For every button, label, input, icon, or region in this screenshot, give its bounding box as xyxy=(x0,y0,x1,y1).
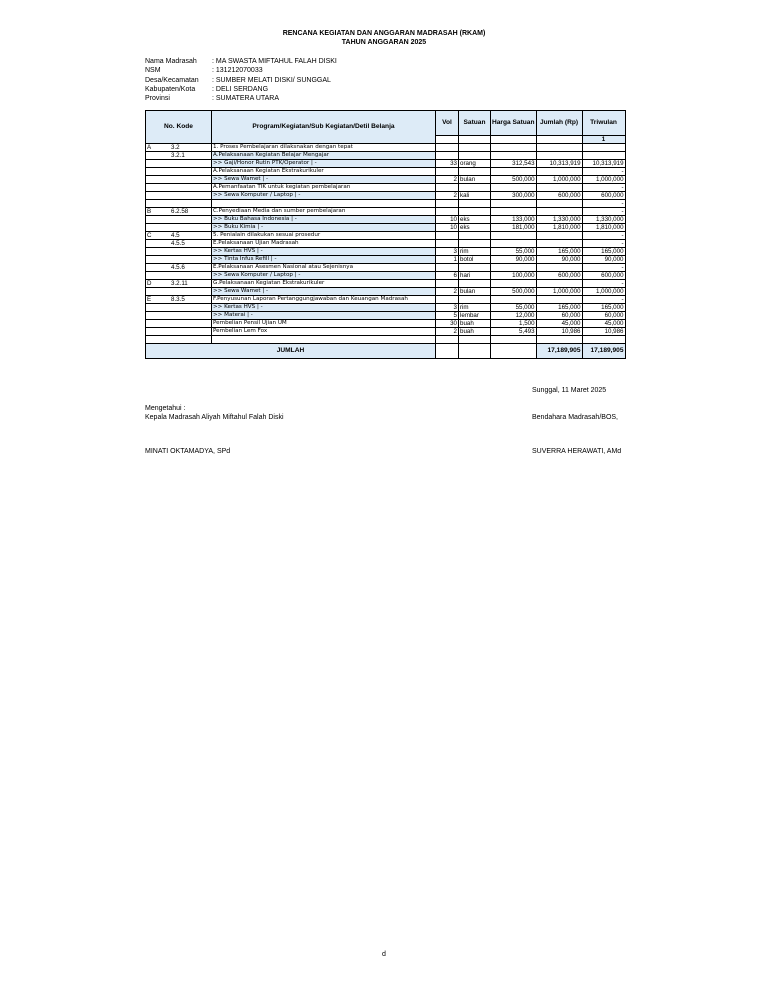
kode-number: 3.2.11 xyxy=(171,280,188,287)
cell-satuan: bulan xyxy=(459,176,491,184)
cell-triwulan: 45,000 xyxy=(582,320,625,328)
cell-kode xyxy=(146,272,212,280)
cell-harga: 100,000 xyxy=(491,272,537,280)
table-row xyxy=(146,280,626,288)
cell-harga: 181,000 xyxy=(491,224,537,232)
cell-harga xyxy=(491,240,537,248)
kode-number: 8.3.5 xyxy=(171,296,185,303)
cell-satuan: eks xyxy=(459,224,491,232)
cell-vol: 10 xyxy=(436,224,459,232)
cell-satuan xyxy=(459,152,491,160)
mengetahui-label: Mengetahui : xyxy=(145,405,186,412)
cell-triwulan: 1,810,000 xyxy=(582,224,625,232)
cell-kode xyxy=(146,144,212,152)
cell-triwulan: - xyxy=(582,168,625,176)
table-row xyxy=(146,160,626,168)
info-label: Provinsi xyxy=(145,95,170,103)
cell-jumlah xyxy=(536,296,582,304)
cell-harga xyxy=(491,144,537,152)
cell-kode xyxy=(146,264,212,272)
cell-triwulan: - xyxy=(582,240,625,248)
cell-kode xyxy=(146,320,212,328)
place-date: Sunggal, 11 Maret 2025 xyxy=(532,387,607,394)
cell-satuan: eks xyxy=(459,216,491,224)
cell-jumlah xyxy=(536,336,582,344)
cell-harga xyxy=(491,232,537,240)
cell-program: >> Gaji/Honor Rutin PTK/Operator | - xyxy=(212,160,436,168)
table-row xyxy=(146,328,626,336)
cell-satuan: rim xyxy=(459,304,491,312)
cell-satuan: buah xyxy=(459,328,491,336)
cell-jumlah xyxy=(536,184,582,192)
cell-vol xyxy=(436,336,459,344)
kode-letter: D xyxy=(147,280,152,287)
kode-letter: C xyxy=(147,232,152,239)
cell-jumlah: 165,000 xyxy=(536,304,582,312)
header-triwulan-1: 1 xyxy=(582,136,625,144)
cell-triwulan: 1,330,000 xyxy=(582,216,625,224)
cell-jumlah xyxy=(536,264,582,272)
cell-kode xyxy=(146,312,212,320)
cell-satuan xyxy=(459,208,491,216)
cell-program: C.Penyediaan Media dan sumber pembelajaran xyxy=(212,208,436,216)
cell-satuan xyxy=(459,336,491,344)
header-jumlah: Jumlah (Rp) xyxy=(536,111,582,136)
table-row xyxy=(146,208,626,216)
kode-number: 4.5.5 xyxy=(171,240,185,247)
cell-program: Pembelian Lem Fox xyxy=(212,328,436,336)
cell-triwulan: 10,986 xyxy=(582,328,625,336)
info-row xyxy=(145,76,337,85)
table-row xyxy=(146,216,626,224)
header-harga-satuan: Harga Satuan xyxy=(491,111,537,136)
info-label: NSM xyxy=(145,67,161,75)
school-info xyxy=(145,57,337,103)
cell-harga: 300,000 xyxy=(491,192,537,200)
cell-jumlah: 1,330,000 xyxy=(536,216,582,224)
cell-jumlah: 10,313,919 xyxy=(536,160,582,168)
cell-program: E.Pelaksanaan Asesmen Nasional atau Sejenisnya xyxy=(212,264,436,272)
table-row xyxy=(146,320,626,328)
cell-jumlah: 60,000 xyxy=(536,312,582,320)
cell-program: A.Pelaksanaan Kegiatan Ekstrakurikuler xyxy=(212,168,436,176)
cell-jumlah: 1,000,000 xyxy=(536,288,582,296)
cell-harga: 1,500 xyxy=(491,320,537,328)
cell-program: E.Pelaksanaan Ujian Madrasah xyxy=(212,240,436,248)
cell-jumlah: 90,000 xyxy=(536,256,582,264)
table-row xyxy=(146,200,626,208)
cell-triwulan: 600,000 xyxy=(582,192,625,200)
table-row xyxy=(146,152,626,160)
cell-program: >> Sewa Komputer / Laptop | - xyxy=(212,192,436,200)
cell-kode xyxy=(146,208,212,216)
cell-vol xyxy=(436,184,459,192)
cell-triwulan: 600,000 xyxy=(582,272,625,280)
header-vol: Vol xyxy=(436,111,459,136)
cell-kode xyxy=(146,176,212,184)
table-row xyxy=(146,272,626,280)
kode-letter xyxy=(147,240,171,247)
cell-jumlah: 600,000 xyxy=(536,272,582,280)
document-subtitle: TAHUN ANGGARAN 2025 xyxy=(341,39,427,46)
cell-vol: 2 xyxy=(436,176,459,184)
cell-vol: 5 xyxy=(436,312,459,320)
cell-triwulan: - xyxy=(582,264,625,272)
cell-harga: 500,000 xyxy=(491,176,537,184)
cell-harga: 12,000 xyxy=(491,312,537,320)
cell-harga: 500,000 xyxy=(491,288,537,296)
header-triwulan: Triwulan xyxy=(582,111,625,136)
cell-kode xyxy=(146,304,212,312)
cell-satuan xyxy=(459,232,491,240)
cell-harga xyxy=(491,280,537,288)
cell-program: >> Kertas HVS | - xyxy=(212,304,436,312)
cell-vol xyxy=(436,144,459,152)
cell-program: >> Sewa Wamet | - xyxy=(212,176,436,184)
cell-jumlah xyxy=(536,152,582,160)
table-row xyxy=(146,256,626,264)
cell-kode xyxy=(146,224,212,232)
cell-program: G.Pelaksanaan Kegiatan Ekstrakurikuler xyxy=(212,280,436,288)
cell-program: 5. Penialain dilakukan sesuai prosedur xyxy=(212,232,436,240)
headmaster-name: MINATI OKTAMADYA, SPd xyxy=(145,448,231,455)
cell-kode xyxy=(146,240,212,248)
cell-kode xyxy=(146,192,212,200)
info-row xyxy=(145,66,337,75)
cell-vol: 2 xyxy=(436,192,459,200)
cell-harga xyxy=(491,184,537,192)
cell-triwulan: - xyxy=(582,184,625,192)
cell-satuan: kali xyxy=(459,192,491,200)
cell-jumlah: 165,000 xyxy=(536,248,582,256)
cell-harga xyxy=(491,296,537,304)
cell-vol: 6 xyxy=(436,272,459,280)
cell-vol: 10 xyxy=(436,216,459,224)
kode-letter: E xyxy=(147,296,152,303)
cell-jumlah: 45,000 xyxy=(536,320,582,328)
cell-satuan xyxy=(459,264,491,272)
cell-kode xyxy=(146,152,212,160)
cell-jumlah xyxy=(536,232,582,240)
treasurer-name: SUVERRA HERAWATI, AMd xyxy=(532,448,622,455)
treasurer-role: Bendahara Madrasah/BOS, xyxy=(532,414,618,421)
cell-harga xyxy=(491,336,537,344)
cell-satuan: hari xyxy=(459,272,491,280)
cell-vol xyxy=(436,152,459,160)
cell-harga: 133,000 xyxy=(491,216,537,224)
kode-letter xyxy=(147,264,171,271)
info-value: : SUMBER MELATI DISKI/ SUNGGAL xyxy=(212,76,331,84)
table-row xyxy=(146,296,626,304)
header-satuan: Satuan xyxy=(459,111,491,136)
total-label: JUMLAH xyxy=(146,344,436,359)
cell-triwulan: 1,000,000 xyxy=(582,288,625,296)
total-jumlah: 17,189,905 xyxy=(536,344,582,359)
cell-vol: 2 xyxy=(436,288,459,296)
cell-vol xyxy=(436,240,459,248)
table-row xyxy=(146,232,626,240)
cell-satuan: lembar xyxy=(459,312,491,320)
cell-satuan: buah xyxy=(459,320,491,328)
cell-triwulan: - xyxy=(582,280,625,288)
cell-vol: 3 xyxy=(436,248,459,256)
cell-vol xyxy=(436,296,459,304)
cell-jumlah xyxy=(536,168,582,176)
cell-program: >> Tinta Infus Refill | - xyxy=(212,256,436,264)
cell-harga xyxy=(491,152,537,160)
cell-vol: 1 xyxy=(436,256,459,264)
cell-kode xyxy=(146,256,212,264)
cell-triwulan: 165,000 xyxy=(582,304,625,312)
table-row xyxy=(146,240,626,248)
cell-satuan: rim xyxy=(459,248,491,256)
cell-satuan xyxy=(459,280,491,288)
cell-satuan xyxy=(459,296,491,304)
info-label: Nama Madrasah xyxy=(145,58,197,65)
info-value: : MA SWASTA MIFTAHUL FALAH DISKI xyxy=(212,58,337,65)
cell-program: A.Pelaksanaan Kegiatan Belajar Mengajar xyxy=(212,152,436,160)
table-row xyxy=(146,176,626,184)
cell-kode xyxy=(146,168,212,176)
cell-triwulan: - xyxy=(582,232,625,240)
cell-triwulan: - xyxy=(582,200,625,208)
cell-jumlah: 1,000,000 xyxy=(536,176,582,184)
cell-program: F.Penyusunan Laporan Pertanggungjawaban dan Keuangan Madrasah xyxy=(212,296,436,304)
cell-vol xyxy=(436,232,459,240)
cell-program: >> Buku Bahasa Indonesia | - xyxy=(212,216,436,224)
cell-program: A.Pemanfaatan TIK untuk kegiatan pembelajaran xyxy=(212,184,436,192)
cell-jumlah xyxy=(536,144,582,152)
cell-harga: 55,000 xyxy=(491,248,537,256)
cell-vol: 2 xyxy=(436,328,459,336)
cell-kode xyxy=(146,288,212,296)
cell-kode xyxy=(146,328,212,336)
cell-kode xyxy=(146,200,212,208)
kode-number: 3.2 xyxy=(171,144,180,151)
info-row xyxy=(145,85,337,94)
table-row xyxy=(146,336,626,344)
cell-jumlah xyxy=(536,240,582,248)
cell-satuan: botol xyxy=(459,256,491,264)
table-row xyxy=(146,224,626,232)
cell-harga xyxy=(491,208,537,216)
kode-letter: A xyxy=(147,144,152,151)
kode-number: 4.5.6 xyxy=(171,264,185,271)
cell-jumlah: 600,000 xyxy=(536,192,582,200)
cell-harga: 312,543 xyxy=(491,160,537,168)
cell-jumlah xyxy=(536,200,582,208)
document-title: RENCANA KEGIATAN DAN ANGGARAN MADRASAH (RKAM) xyxy=(282,30,486,37)
cell-triwulan: - xyxy=(582,208,625,216)
table-row xyxy=(146,264,626,272)
cell-vol: 33 xyxy=(436,160,459,168)
cell-program: >> Sewa Komputer / Laptop | - xyxy=(212,272,436,280)
cell-triwulan: 60,000 xyxy=(582,312,625,320)
cell-program xyxy=(212,336,436,344)
cell-vol xyxy=(436,208,459,216)
cell-vol xyxy=(436,200,459,208)
table-row xyxy=(146,312,626,320)
cell-kode xyxy=(146,248,212,256)
cell-harga xyxy=(491,264,537,272)
cell-triwulan: - xyxy=(582,296,625,304)
cell-satuan xyxy=(459,168,491,176)
cell-vol xyxy=(436,168,459,176)
header-no-kode: No. Kode xyxy=(146,111,212,144)
cell-triwulan xyxy=(582,336,625,344)
cell-program: >> Sewa Wamet | - xyxy=(212,288,436,296)
cell-kode xyxy=(146,296,212,304)
cell-kode xyxy=(146,232,212,240)
cell-harga xyxy=(491,168,537,176)
cell-satuan xyxy=(459,200,491,208)
cell-triwulan xyxy=(582,152,625,160)
cell-triwulan: 10,313,919 xyxy=(582,160,625,168)
page-number: d xyxy=(382,951,386,958)
info-row xyxy=(145,57,337,66)
cell-satuan: bulan xyxy=(459,288,491,296)
cell-satuan xyxy=(459,184,491,192)
cell-triwulan: 165,000 xyxy=(582,248,625,256)
table-row xyxy=(146,168,626,176)
kode-number: 4.5 xyxy=(171,232,180,239)
budget-table xyxy=(145,110,626,359)
cell-program: >> Buku Kimia | - xyxy=(212,224,436,232)
info-value: : SUMATERA UTARA xyxy=(212,95,280,103)
cell-program: 1. Proses Pembelajaran dilaksnakan dengan tepat xyxy=(212,144,436,152)
cell-vol xyxy=(436,280,459,288)
table-row xyxy=(146,184,626,192)
cell-program: Pembelian Pensil Ujian UM xyxy=(212,320,436,328)
info-value: : 131212070033 xyxy=(212,67,263,75)
kode-letter xyxy=(147,152,171,159)
cell-triwulan: 1,000,000 xyxy=(582,176,625,184)
cell-program: >> Kertas HVS | - xyxy=(212,248,436,256)
cell-kode xyxy=(146,184,212,192)
cell-jumlah xyxy=(536,208,582,216)
info-label: Desa/Kecamatan xyxy=(145,76,199,84)
cell-kode xyxy=(146,280,212,288)
cell-harga: 55,000 xyxy=(491,304,537,312)
table-row xyxy=(146,144,626,152)
headmaster-role: Kepala Madrasah Aliyah Miftahul Falah Diski xyxy=(145,414,284,421)
cell-kode xyxy=(146,336,212,344)
kode-number: 6.2.58 xyxy=(171,208,189,215)
cell-program: >> Materai | - xyxy=(212,312,436,320)
cell-triwulan: 90,000 xyxy=(582,256,625,264)
kode-number: 3.2.1 xyxy=(171,152,185,159)
cell-satuan xyxy=(459,144,491,152)
info-value: : DELI SERDANG xyxy=(212,85,269,93)
header-program: Program/Kegiatan/Sub Kegiatan/Detil Belanja xyxy=(212,111,436,144)
cell-vol: 3 xyxy=(436,304,459,312)
cell-harga: 5,493 xyxy=(491,328,537,336)
cell-satuan: orang xyxy=(459,160,491,168)
cell-vol: 30 xyxy=(436,320,459,328)
table-row xyxy=(146,248,626,256)
cell-jumlah: 10,986 xyxy=(536,328,582,336)
cell-jumlah: 1,810,000 xyxy=(536,224,582,232)
cell-jumlah xyxy=(536,280,582,288)
cell-harga: 90,000 xyxy=(491,256,537,264)
cell-kode xyxy=(146,160,212,168)
cell-satuan xyxy=(459,240,491,248)
kode-letter: B xyxy=(147,208,152,215)
info-label: Kabupaten/Kota xyxy=(145,85,196,93)
cell-vol xyxy=(436,264,459,272)
cell-program xyxy=(212,200,436,208)
info-row xyxy=(145,94,337,103)
table-row xyxy=(146,304,626,312)
table-row xyxy=(146,288,626,296)
table-row xyxy=(146,192,626,200)
cell-harga xyxy=(491,200,537,208)
cell-kode xyxy=(146,216,212,224)
total-triwulan: 17,189,905 xyxy=(582,344,625,359)
cell-triwulan xyxy=(582,144,625,152)
